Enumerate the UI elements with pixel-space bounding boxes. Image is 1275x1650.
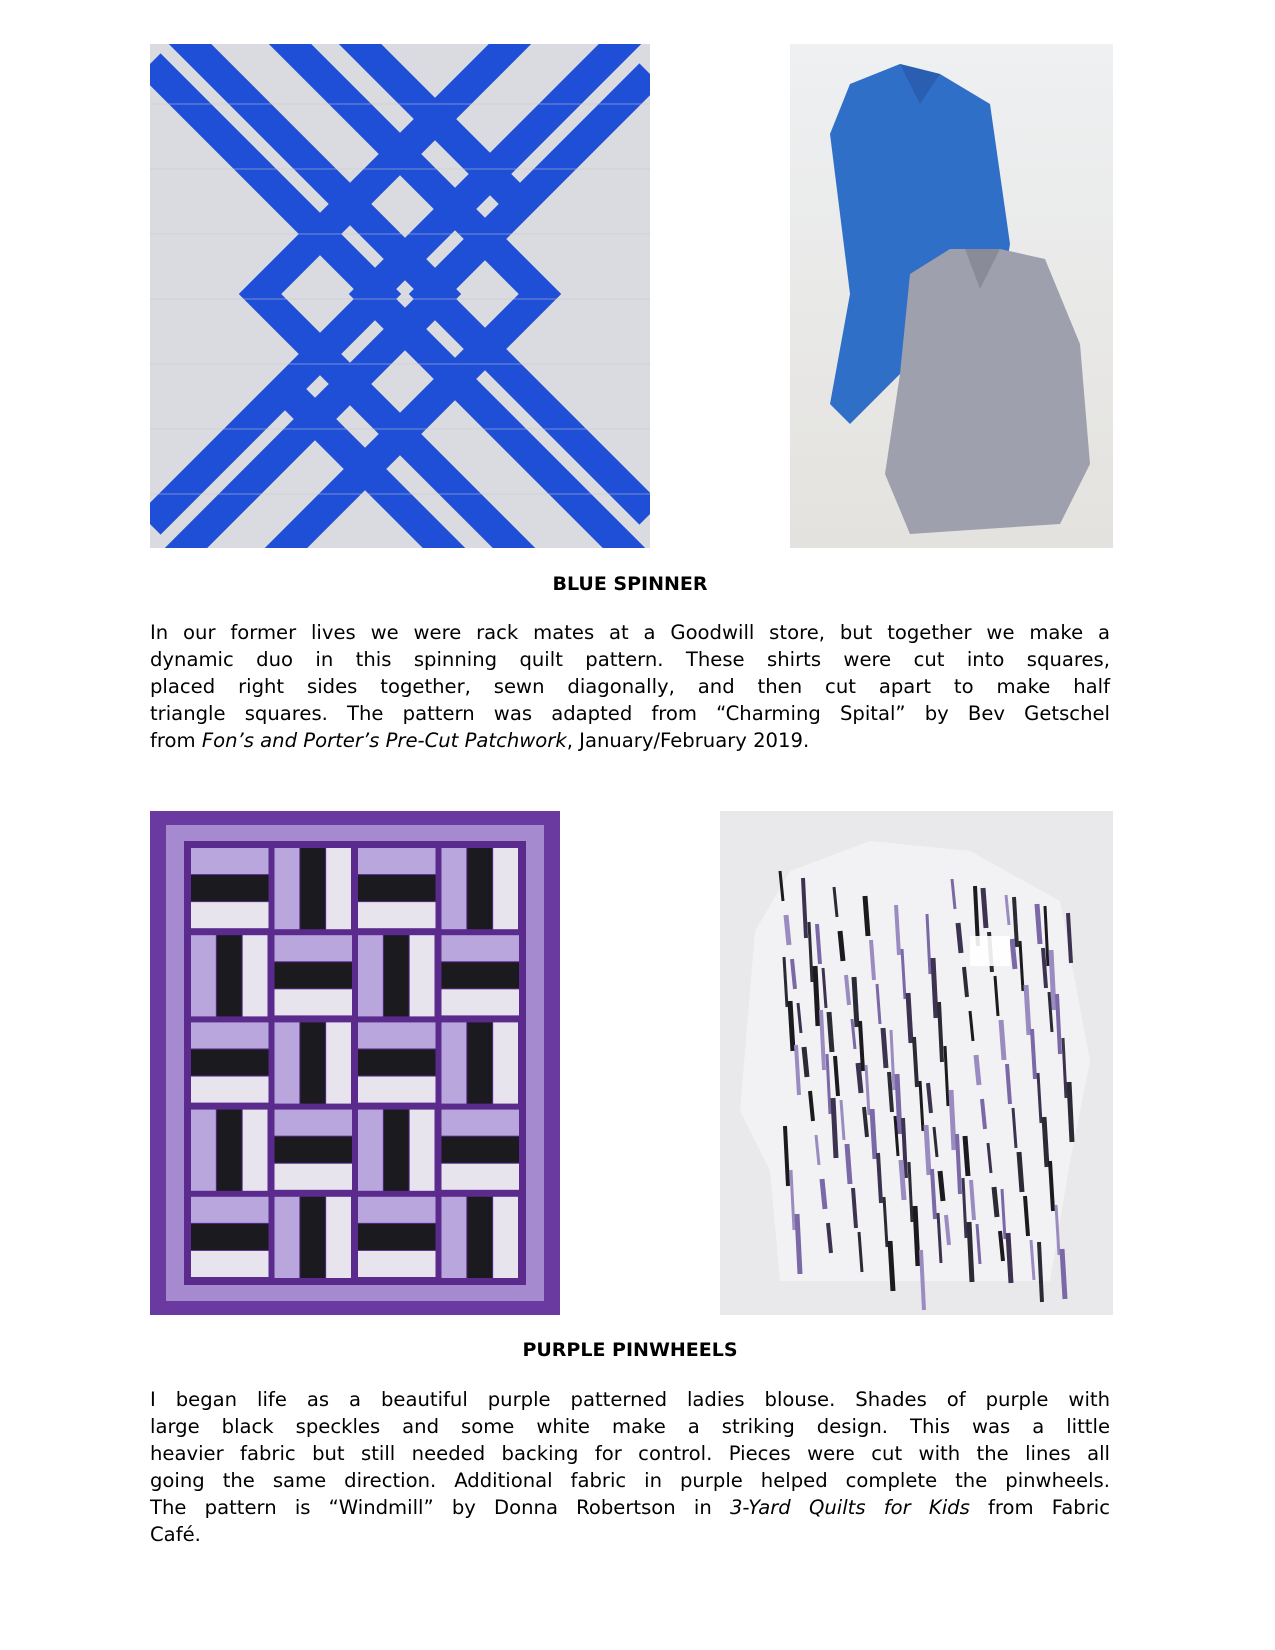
paragraph-line: placed right sides together, sewn diagonally, and then cut apart to make half (150, 675, 1110, 698)
paragraph-line: from Fon’s and Porter’s Pre-Cut Patchwork, January/February 2019. (150, 729, 810, 752)
paragraph-line: The pattern is “Windmill” by Donna Robertson in 3-Yard Quilts for Kids from Fabric (150, 1496, 1110, 1519)
paragraph-line: Café. (150, 1523, 201, 1546)
paragraph-line: I began life as a beautiful purple patterned ladies blouse. Shades of purple with (150, 1388, 1110, 1411)
paragraph-line: dynamic duo in this spinning quilt pattern. These shirts were cut into squares, (150, 648, 1110, 671)
purple-pinwheels-quilt-image (150, 811, 560, 1315)
paragraph-line: going the same direction. Additional fabric in purple helped complete the pinwheels. (150, 1469, 1110, 1492)
blue-spinner-description (150, 619, 1110, 754)
purple-pinwheels-description (150, 1386, 1110, 1548)
paragraph-line: triangle squares. The pattern was adapted from “Charming Spital” by Bev Getschel (150, 702, 1110, 725)
paragraph-line: large black speckles and some white make a striking design. This was a little (150, 1415, 1110, 1438)
purple-blouse-image (720, 811, 1113, 1315)
book-title: 3-Yard Quilts for Kids (729, 1496, 970, 1519)
blue-gray-shirts-image (790, 44, 1113, 548)
blue-spinner-quilt-image (150, 44, 650, 548)
publication-title: Fon’s and Porter’s Pre-Cut Patchwork (201, 729, 567, 752)
blue-spinner-heading: BLUE SPINNER (552, 573, 708, 595)
purple-pinwheels-heading: PURPLE PINWHEELS (522, 1339, 738, 1361)
paragraph-line: heavier fabric but still needed backing for control. Pieces were cut with the lines all (150, 1442, 1110, 1465)
paragraph-line: In our former lives we were rack mates at a Goodwill store, but together we make a (150, 621, 1110, 644)
